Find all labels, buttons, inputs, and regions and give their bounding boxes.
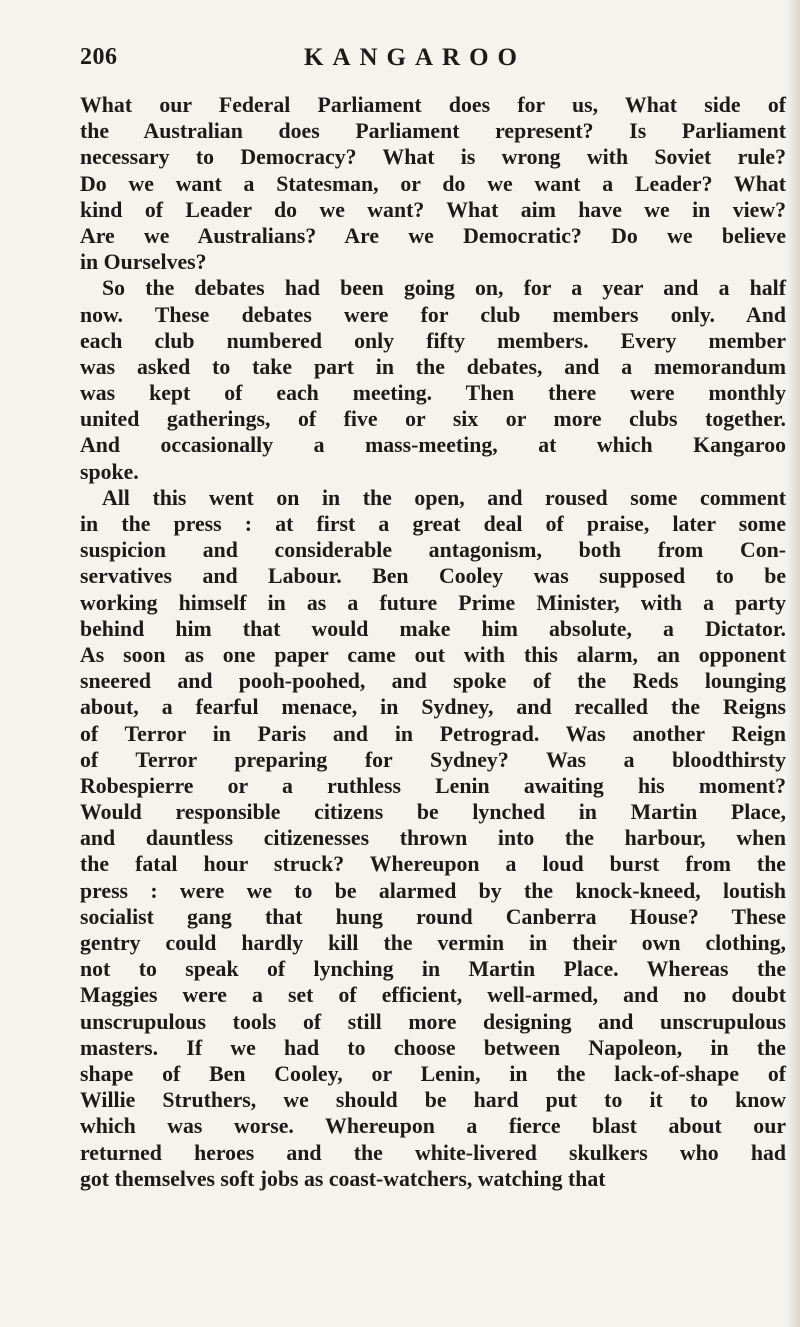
text-line: not to speak of lynching in Martin Place. Whereas the [80,957,786,982]
text-line: which was worse. Whereupon a fierce blast about our [80,1114,786,1139]
text-line: Maggies were a set of efficient, well-armed, and no doubt [80,983,786,1008]
text-line: socialist gang that hung round Canberra House? These [80,904,786,929]
text-line: in the press : at first a great deal of praise, later some [80,512,786,536]
text-line: What our Federal Parliament does for us, What side of [80,93,786,117]
text-line: necessary to Democracy? What is wrong with Soviet rule? [80,145,786,170]
text-line: Willie Struthers, we should be hard put to it to know [80,1088,786,1113]
text-line: and dauntless citizenesses thrown into the harbour, when [80,826,786,851]
body-text [80,92,786,1192]
text-line: As soon as one paper came out with this alarm, an opponent [80,642,786,667]
text-line: sneered and pooh-poohed, and spoke of the Reds lounging [80,669,786,694]
text-line: the Australian does Parliament represent? Is Parliament [80,119,786,144]
text-line: was kept of each meeting. Then there were monthly [80,381,786,406]
text-line: got themselves soft jobs as coast-watchers, watching that [80,1166,606,1191]
text-line: of Terror in Paris and in Petrograd. Was another Reign [80,721,786,746]
text-line: was asked to take part in the debates, and a memorandum [80,354,786,379]
paragraph [80,275,786,485]
text-line: unscrupulous tools of still more designing and unscrupulous [80,1009,786,1034]
text-line: spoke. [80,459,139,484]
text-line: suspicion and considerable antagonism, both from Con- [80,538,786,563]
text-line: Would responsible citizens be lynched in Martin Place, [80,800,786,825]
text-line: returned heroes and the white-livered skulkers who had [80,1140,786,1165]
text-line: Are we Australians? Are we Democratic? Do we believe [80,223,786,248]
text-line: the fatal hour struck? Whereupon a loud burst from the [80,852,786,877]
paragraph [80,92,786,275]
text-line: All this went on in the open, and roused some comment [102,485,786,510]
text-line: behind him that would make him absolute, a Dictator. [80,616,786,641]
text-line: press : were we to be alarmed by the knock-kneed, loutish [80,878,786,903]
text-line: working himself in as a future Prime Minister, with a party [80,590,786,615]
text-line: And occasionally a mass-meeting, at which Kangaroo [80,433,786,458]
page-edge-shadow [786,0,800,1327]
text-line: kind of Leader do we want? What aim have we in view? [80,197,786,222]
running-head [80,44,720,78]
text-line: in Ourselves? [80,250,207,275]
text-line: So the debates had been going on, for a year and a half [102,276,786,301]
page-number: 206 [80,44,118,70]
text-line: masters. If we had to choose between Napoleon, in the [80,1035,786,1060]
text-line: Robespierre or a ruthless Lenin awaiting his moment? [80,773,786,798]
text-line: now. These debates were for club members only. And [80,302,786,327]
text-line: united gatherings, of five or six or more clubs together. [80,407,786,432]
text-line: each club numbered only fifty members. Every member [80,328,786,353]
text-line: Do we want a Statesman, or do we want a Leader? What [80,171,786,196]
text-line: about, a fearful menace, in Sydney, and recalled the Reigns [80,695,786,720]
text-line: servatives and Labour. Ben Cooley was supposed to be [80,564,786,589]
text-line: shape of Ben Cooley, or Lenin, in the lack-of-shape of [80,1061,786,1086]
paragraph [80,485,786,1192]
text-line: of Terror preparing for Sydney? Was a bloodthirsty [80,747,786,772]
text-line: gentry could hardly kill the vermin in their own clothing, [80,931,786,955]
book-title: KANGAROO [304,44,526,71]
